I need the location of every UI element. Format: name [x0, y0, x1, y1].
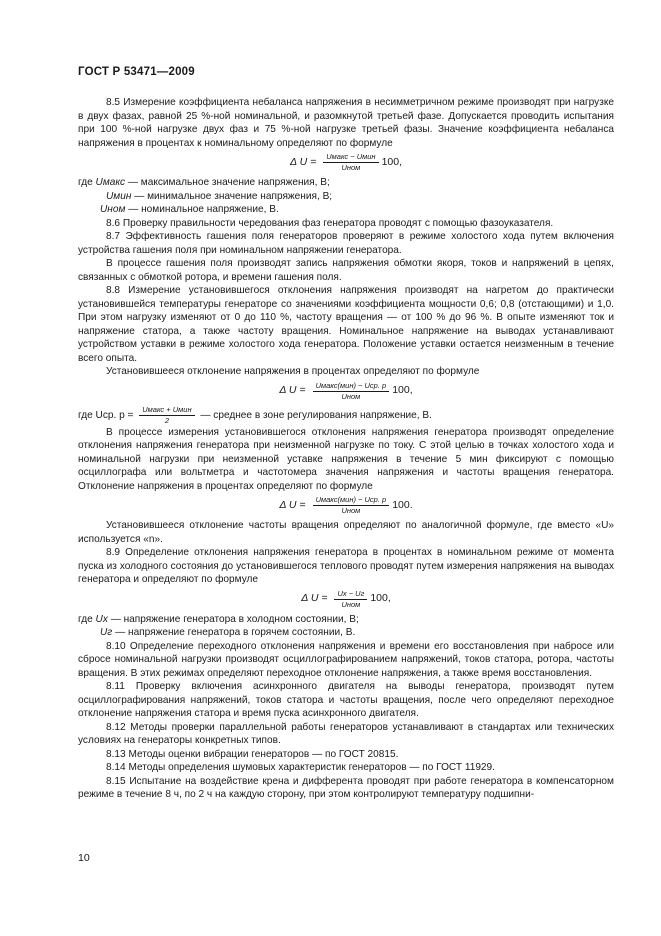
formula-rhs: 100, — [392, 384, 413, 397]
paragraph-8-5: 8.5 Измерение коэффициента небаланса напряжения в несимметричном режиме производят при нагрузке в двух фазах, равной 25 %-ной номинальной, и разомкнутой третьей фазе. Допускается проводить испытания при 100 %-ной нагрузке двух фаз и 75 %-ной нагрузке третьей фазы. Значение коэффициента небаланса напряжения в процентах к номинальному определяют по формуле — [78, 97, 614, 149]
formula-rhs: 100, — [370, 592, 391, 605]
paragraph-8-7-continued: В процессе гашения поля производят запись напряжения обмотки якоря, токов и напряжений в цепях, связанных с обмоткой ротора, и времени гашения поля. — [78, 258, 614, 283]
formula-rhs: 100, — [381, 155, 402, 168]
paragraph-8-8-formula-intro: Установившееся отклонение напряжения в процентах определяют по формуле — [106, 366, 480, 377]
formula-steady-deviation — [78, 381, 614, 402]
paragraph-8-12: 8.12 Методы проверки параллельной работы генераторов устанавливают в стандартах или технических условиях на генераторы конкретных типов. — [78, 721, 614, 746]
formula-unbalance — [78, 152, 614, 173]
paragraph-8-13: 8.13 Методы оценки вибрации генераторов — по ГОСТ 20815. — [106, 748, 399, 760]
paragraph-8-6: 8.6 Проверку правильности чередования фаз генератора проводят с помощью фазоуказателя. — [106, 217, 554, 229]
definition-text: — напряжение генератора в холодном состоянии, В; — [110, 613, 359, 625]
formula-fraction — [323, 152, 378, 173]
definition-text: — максимальное значение напряжения, В; — [127, 177, 330, 188]
formula-fraction — [313, 381, 390, 402]
definition-variable: Uмин — [106, 190, 132, 202]
paragraph-8-7: 8.7 Эффективность гашения поля генераторов проверяют в режиме холостого хода путем включения устройства гашения поля при номинальном напряжении генератора. — [78, 231, 614, 256]
formula-numerator: Uмакс(мин) − Uср. р — [313, 495, 390, 506]
definition-fraction — [139, 405, 194, 426]
page-number: 10 — [78, 852, 90, 864]
formula-numerator: Uх − Uг — [334, 589, 367, 600]
definition-text: — среднее в зоне регулирования напряжение, В. — [200, 409, 432, 421]
document-body — [78, 96, 614, 802]
formula-numerator: Uмакс − Uмин — [323, 152, 378, 163]
formula-denominator: Uном — [341, 599, 361, 609]
formula-lhs: Δ U = — [279, 498, 306, 511]
definition-u-hot — [78, 626, 614, 640]
definitions-list-4 — [78, 613, 614, 640]
paragraph-8-8-continued: В процессе измерения установившегося отклонения напряжения генератора производят определение отклонения напряжения генератора при неизменной нагрузке по току. С этой целью в точках холостого хода и номинальной нагрузки при неизменной уставке напряжения в течение 5 мин фиксируют с помощью осциллографа или вольтметра и частотомера значения напряжения и частоты вращения генератора. Отклонение напряжения в процентах определяют по формуле — [78, 426, 614, 492]
definition-u-nom — [78, 203, 614, 217]
formula-lhs: Δ U = — [279, 384, 306, 397]
definition-variable: Uг — [100, 627, 113, 638]
formula-denominator: Uном — [341, 163, 361, 172]
formula-numerator: Uмакс(мин) − Uср. р — [313, 381, 390, 392]
definition-variable: Uном — [100, 204, 126, 215]
formula-denominator: Uном — [341, 391, 361, 401]
paragraph-8-14: 8.14 Методы определения шумовых характеристик генераторов — по ГОСТ 11929. — [106, 762, 495, 773]
formula-lhs: Δ U = — [301, 592, 328, 605]
paragraph-8-15: 8.15 Испытание на воздействие крена и дифферента проводят при работе генератора в компенсаторном режиме в течение 8 ч, по 2 ч на каждую сторону, при этом контролируют температуру подшипни- — [78, 775, 614, 800]
definition-text: — напряжение генератора в горячем состоянии, В. — [115, 627, 356, 638]
formula-load-deviation — [78, 495, 614, 516]
definition-u-cold — [78, 613, 614, 627]
definition-text: — номинальное напряжение, В. — [128, 204, 279, 215]
definition-u-max — [78, 176, 614, 190]
definition-prefix: где — [78, 613, 93, 625]
definition-prefix: где Uср. р = — [78, 409, 134, 421]
formula-denominator: Uном — [341, 506, 361, 515]
paragraph-8-11: 8.11 Проверку включения асинхронного двигателя на выводы генератора, производят путем осциллографирования напряжений, токов статора и частоты вращения, после чего определяют переходное отклонение напряжения статора и время пуска асинхронного двигателя. — [78, 681, 614, 719]
definition-denominator: 2 — [164, 415, 169, 425]
paragraph-8-8-frequency: Установившееся отклонение частоты вращения определяют по аналогичной формуле, где вместо «U» используется «n». — [78, 520, 614, 545]
formula-lhs: Δ U = — [290, 155, 317, 168]
definitions-list-1 — [78, 176, 614, 217]
definition-u-min — [78, 190, 614, 204]
paragraph-8-8: 8.8 Измерение установившегося отклонения напряжения производят на нагретом до практически установившейся температуры генераторе со значениями коэффициента мощности 0,6; 0,8 (отстающими) и 1,0. При этом нагрузку изменяют от 0 до 110 %, частоту вращения — от 100 % до 96 %. В опыте изменяют ток и напряжение статора, а также частоту вращения. Номинальное напряжение на выводах устанавливают устройством уставки в режиме холостого хода генератора. Положение уставки остается неизменным в течение всего опыта. — [78, 285, 614, 364]
formula-fraction — [334, 589, 367, 610]
document-header: ГОСТ Р 53471—2009 — [78, 66, 195, 78]
definition-numerator: Uмакс + Uмин — [139, 405, 194, 416]
definition-prefix: где — [78, 177, 93, 188]
paragraph-8-9: 8.9 Определение отклонения напряжения генератора в процентах в номинальном режиме от момента пуска из холодного состояния до установившегося теплового проводят путем измерения напряжения на выводах генератора и определяют по формуле — [78, 547, 614, 585]
definition-variable: Uх — [95, 613, 108, 625]
paragraph-8-10: 8.10 Определение переходного отклонения напряжения и времени его восстановления при набросе или сбросе номинальной нагрузки производят осциллографированием напряжений, токов статора, ротора, частоты вращения. В этих режимах определяют переходное отклонение напряжения, а также время восстановления. — [78, 640, 614, 679]
definition-variable: Uмакс — [95, 177, 126, 188]
formula-fraction — [313, 495, 390, 516]
definition-u-avg — [78, 405, 614, 426]
definition-text: — минимальное значение напряжения, В; — [134, 190, 333, 202]
formula-rhs: 100. — [392, 498, 413, 511]
formula-thermal-deviation — [78, 589, 614, 610]
